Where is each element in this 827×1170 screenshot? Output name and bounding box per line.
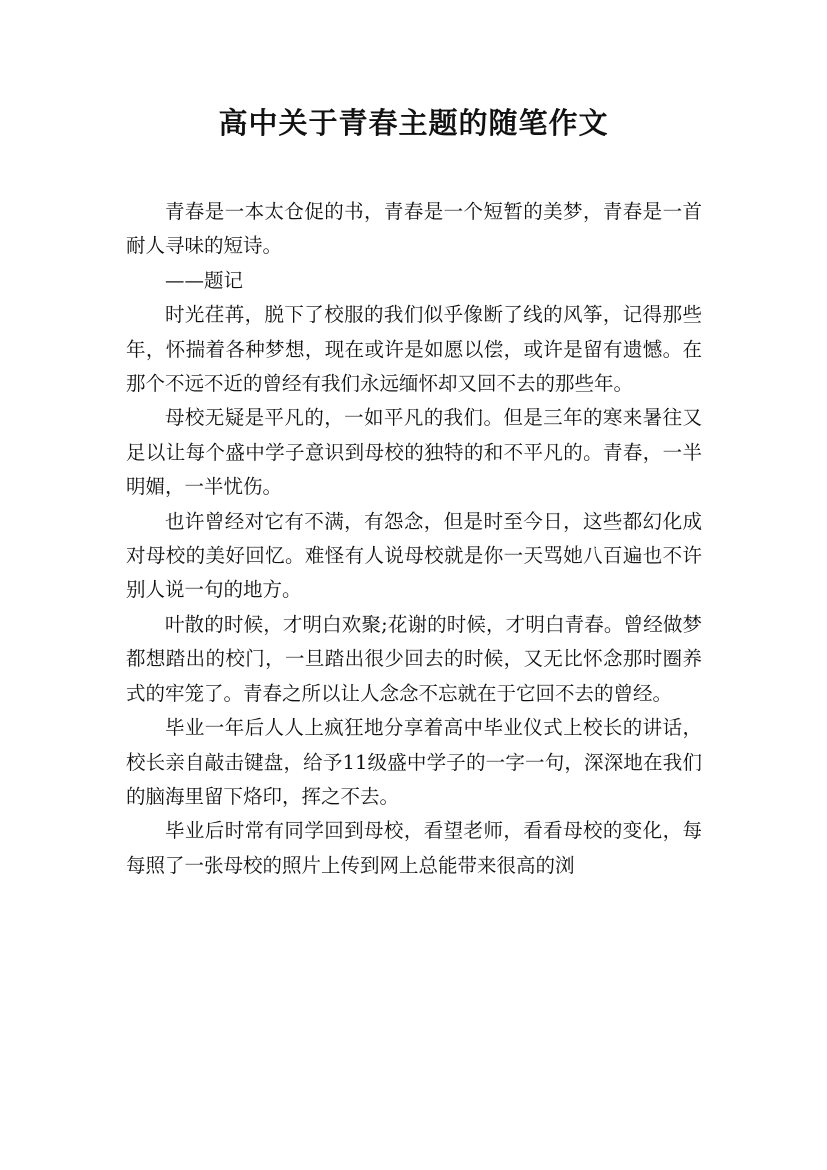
document-body <box>126 195 702 883</box>
document-title: 高中关于青春主题的随笔作文 <box>218 106 609 140</box>
paragraph: 叶散的时候，才明白欢聚;花谢的时候，才明白青春。曾经做梦都想踏出的校门，一旦踏出很少回去的时候，又无比怀念那时圈养式的牢笼了。青春之所以让人念念不忘就在于它回不去的曾经。 <box>126 612 702 705</box>
paragraph: 时光荏苒，脱下了校服的我们似乎像断了线的风筝，记得那些年，怀揣着各种梦想，现在或许是如愿以偿，或许是留有遗憾。在那个不远不近的曾经有我们永远缅怀却又回不去的那些年。 <box>126 303 702 396</box>
paragraph: 毕业后时常有同学回到母校，看望老师，看看母校的变化，每每照了一张母校的照片上传到网上总能带来很高的浏 <box>126 819 702 877</box>
paragraph-epigraph-note: ——题记 <box>165 268 244 292</box>
paragraph: 母校无疑是平凡的，一如平凡的我们。但是三年的寒来暑往又足以让每个盛中学子意识到母校的独特的和不平凡的。青春，一半明媚，一半忧伤。 <box>126 406 702 499</box>
paragraph: 青春是一本太仓促的书，青春是一个短暂的美梦，青春是一首耐人寻味的短诗。 <box>126 200 702 258</box>
paragraph: 毕业一年后人人上疯狂地分享着高中毕业仪式上校长的讲话，校长亲自敲击键盘，给予11级盛中学子的一字一句，深深地在我们的脑海里留下烙印，挥之不去。 <box>126 716 702 808</box>
paragraph: 也许曾经对它有不满，有怨念，但是时至今日，这些都幻化成对母校的美好回忆。难怪有人说母校就是你一天骂她八百遍也不许别人说一句的地方。 <box>126 509 702 602</box>
